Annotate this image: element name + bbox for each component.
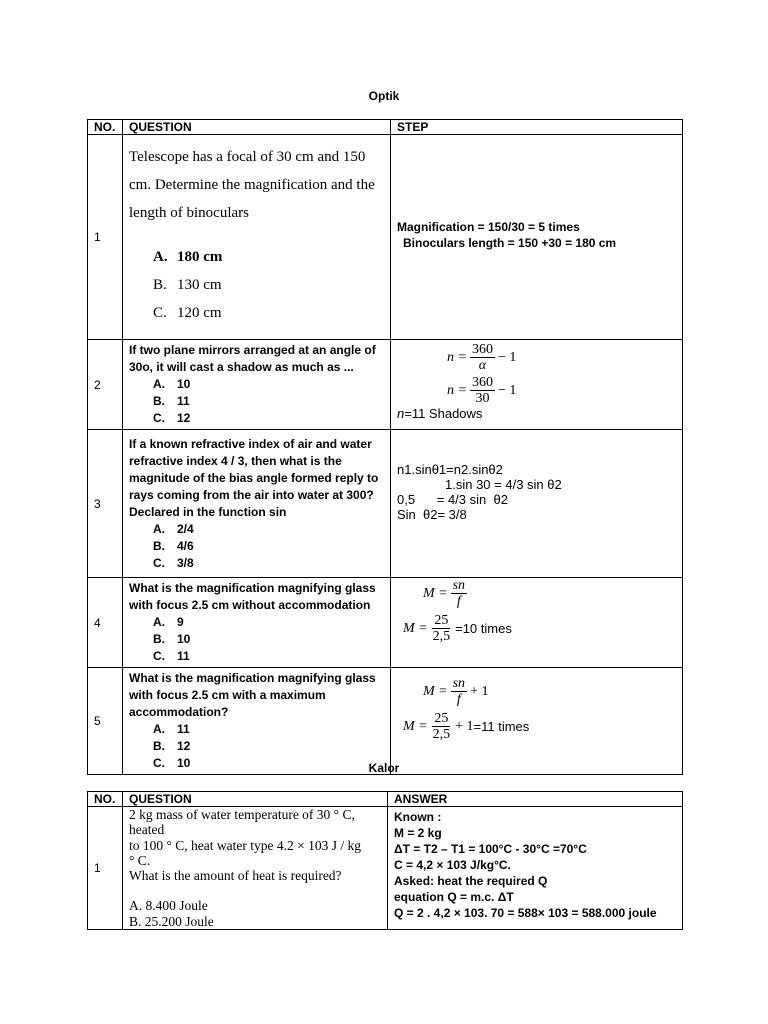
denominator: f — [456, 594, 461, 609]
option-item — [153, 271, 384, 299]
kalor-header-row — [88, 792, 683, 807]
option-text: 10 — [177, 632, 191, 646]
header-step: STEP — [391, 120, 683, 135]
option-item — [153, 538, 384, 555]
row-number: 2 — [88, 340, 123, 430]
option-item — [153, 648, 384, 665]
question-text: What is the magnification magnifying glass with focus 2.5 cm with a maximum accommodation? — [129, 671, 376, 719]
option-letter: B. — [153, 632, 165, 646]
optik-title: Optik — [368, 89, 400, 103]
option-item — [153, 614, 384, 631]
option-letter: C. — [153, 305, 167, 321]
row-number: 4 — [88, 578, 123, 668]
numerator: 25 — [434, 613, 449, 628]
option-item — [153, 631, 384, 648]
eq-rhs: + 1 — [470, 683, 489, 699]
question-cell — [123, 430, 391, 578]
fraction — [470, 342, 495, 373]
table-row — [88, 807, 683, 930]
step-cell — [391, 578, 683, 668]
eq-lhs: n = — [447, 382, 467, 398]
option-letter: C. — [153, 756, 165, 770]
optik-header-row — [88, 120, 683, 135]
equation — [403, 613, 676, 644]
table-row — [88, 578, 683, 668]
answer-line: C = 4,2 × 103 J/kg°C. — [394, 858, 511, 872]
equation — [403, 711, 676, 742]
answer-line: ΔT = T2 – T1 = 100°C - 30°C =70°C — [394, 842, 587, 856]
option-letter: C. — [153, 649, 165, 663]
denominator: 2,5 — [432, 629, 451, 644]
option-item — [153, 555, 384, 572]
fraction — [431, 711, 453, 742]
option-letter: A. — [153, 249, 168, 265]
eq-lhs: M = — [423, 585, 448, 601]
answer-cell — [388, 807, 683, 930]
option-text: 11 — [177, 722, 190, 736]
option-text: 120 cm — [177, 305, 222, 321]
question-text: If two plane mirrors arranged at an angle of 30o, it will cast a shadow as much as ... — [129, 343, 376, 374]
result-var: n — [397, 406, 405, 421]
answer-line: Asked: heat the required Q — [394, 874, 548, 888]
denominator: f — [456, 692, 461, 707]
question-cell — [123, 135, 391, 340]
option-item — [153, 299, 384, 327]
table-row — [88, 430, 683, 578]
option-item — [153, 393, 384, 410]
denominator: α — [478, 358, 487, 373]
options-list — [129, 376, 384, 427]
option-text: 9 — [177, 615, 184, 629]
numerator: sn — [452, 578, 466, 593]
option-text: 10 — [177, 377, 191, 391]
header-answer: ANSWER — [388, 792, 683, 807]
option-text: 12 — [177, 739, 191, 753]
options-list — [129, 614, 384, 665]
question-line: ° C. — [129, 852, 151, 868]
option-text: 180 cm — [177, 249, 223, 265]
fraction — [431, 613, 453, 644]
numerator: sn — [452, 676, 466, 691]
step-line: Binoculars length = 150 +30 = 180 cm — [403, 236, 617, 250]
header-question: QUESTION — [123, 792, 388, 807]
question-line: What is the amount of heat is required? — [129, 868, 342, 884]
question-cell — [123, 340, 391, 430]
numerator: 25 — [434, 711, 449, 726]
options-list — [129, 521, 384, 572]
option-letter: B. — [153, 277, 167, 293]
step-cell — [391, 340, 683, 430]
result-line — [397, 406, 676, 422]
answer-line: Q = 2 . 4,2 × 103. 70 = 588× 103 = 588.000 joule — [394, 906, 657, 920]
table-row — [88, 135, 683, 340]
question-line: A. 8.400 Joule — [129, 898, 208, 914]
eq-rhs: =11 times — [473, 718, 530, 734]
denominator: 2,5 — [432, 727, 451, 742]
question-cell — [123, 578, 391, 668]
option-text: 10 — [177, 756, 191, 770]
step-line: 1.sin 30 = 4/3 sin θ2 — [445, 477, 562, 492]
step-line: n1.sinθ1=n2.sinθ2 — [397, 462, 503, 477]
eq-rhs: − 1 — [497, 349, 517, 365]
eq-rhs: − 1 — [497, 382, 517, 398]
fraction — [470, 375, 495, 406]
eq-lhs: M = — [423, 683, 448, 699]
question-line: to 100 ° C, heat water type 4.2 × 103 J / kg — [129, 837, 361, 853]
row-number: 3 — [88, 430, 123, 578]
optik-table — [87, 119, 683, 775]
option-text: 11 — [177, 649, 190, 663]
option-text: 11 — [177, 394, 190, 408]
question-cell — [123, 807, 388, 930]
option-item — [153, 721, 384, 738]
equation — [423, 578, 676, 609]
option-letter: A. — [153, 521, 165, 536]
equation — [423, 676, 676, 707]
question-cell — [123, 668, 391, 775]
option-letter: B. — [153, 394, 165, 408]
eq-rhs: =10 times — [455, 620, 512, 636]
answer-line: Known : — [394, 810, 442, 824]
step-cell — [391, 135, 683, 340]
option-letter: A. — [153, 377, 165, 391]
question-text: What is the magnification magnifying glass with focus 2.5 cm without accommodation — [129, 581, 376, 612]
header-no: NO. — [88, 792, 123, 807]
option-item — [153, 410, 384, 427]
eq-lhs: M = — [403, 718, 428, 734]
question-line — [129, 883, 381, 898]
denominator: 30 — [475, 391, 490, 406]
option-item — [153, 521, 384, 538]
answer-line: M = 2 kg — [394, 826, 442, 840]
question-line: 2 kg mass of water temperature of 30 ° C, — [129, 807, 355, 822]
question-line: B. 25.200 Joule — [129, 913, 214, 929]
question-text: If a known refractive index of air and water refractive index 4 / 3, then what is the magnitude of the bias angle formed reply to rays coming from the air into water at 300? Declared in the function sin — [129, 436, 379, 519]
header-no: NO. — [88, 120, 123, 135]
fraction — [451, 676, 467, 707]
step-cell — [391, 668, 683, 775]
option-letter: B. — [153, 538, 165, 553]
result-text: =11 Shadows — [404, 406, 483, 421]
option-text: 12 — [177, 411, 191, 425]
eq-lhs: n = — [447, 349, 467, 365]
table-row — [88, 340, 683, 430]
kalor-title: Kalor — [368, 761, 400, 775]
question-text: Telescope has a focal of 30 cm and 150 cm. Determine the magnification and the length of binoculars — [129, 149, 375, 221]
row-number: 1 — [88, 807, 123, 930]
numerator: 360 — [471, 342, 493, 357]
kalor-table — [87, 791, 683, 930]
option-letter: C. — [153, 411, 165, 425]
step-cell — [391, 430, 683, 578]
equation — [447, 342, 676, 373]
equation — [447, 375, 676, 406]
row-number: 1 — [88, 135, 123, 340]
option-text: 2/4 — [177, 521, 194, 536]
options-list — [129, 243, 384, 335]
option-text: 130 cm — [177, 277, 222, 293]
option-letter: A. — [153, 722, 165, 736]
step-line: Magnification = 150/30 = 5 times — [397, 220, 580, 234]
table-row — [88, 668, 683, 775]
numerator: 360 — [471, 375, 493, 390]
option-text: 4/6 — [177, 538, 194, 553]
option-text: 3/8 — [177, 555, 194, 570]
fraction — [451, 578, 467, 609]
step-line: Sin θ2= 3/8 — [397, 507, 467, 522]
option-item — [153, 243, 384, 271]
option-letter: C. — [153, 555, 165, 570]
option-item — [153, 376, 384, 393]
eq-lhs: M = — [403, 620, 428, 636]
option-letter: B. — [153, 739, 165, 753]
answer-line: equation Q = m.c. ΔT — [394, 890, 514, 904]
question-line: heated — [129, 822, 165, 838]
eq-plus: + 1 — [455, 718, 474, 734]
option-letter: A. — [153, 615, 165, 629]
row-number: 5 — [88, 668, 123, 775]
option-item — [153, 738, 384, 755]
step-line: 0,5 = 4/3 sin θ2 — [397, 492, 508, 507]
header-question: QUESTION — [123, 120, 391, 135]
